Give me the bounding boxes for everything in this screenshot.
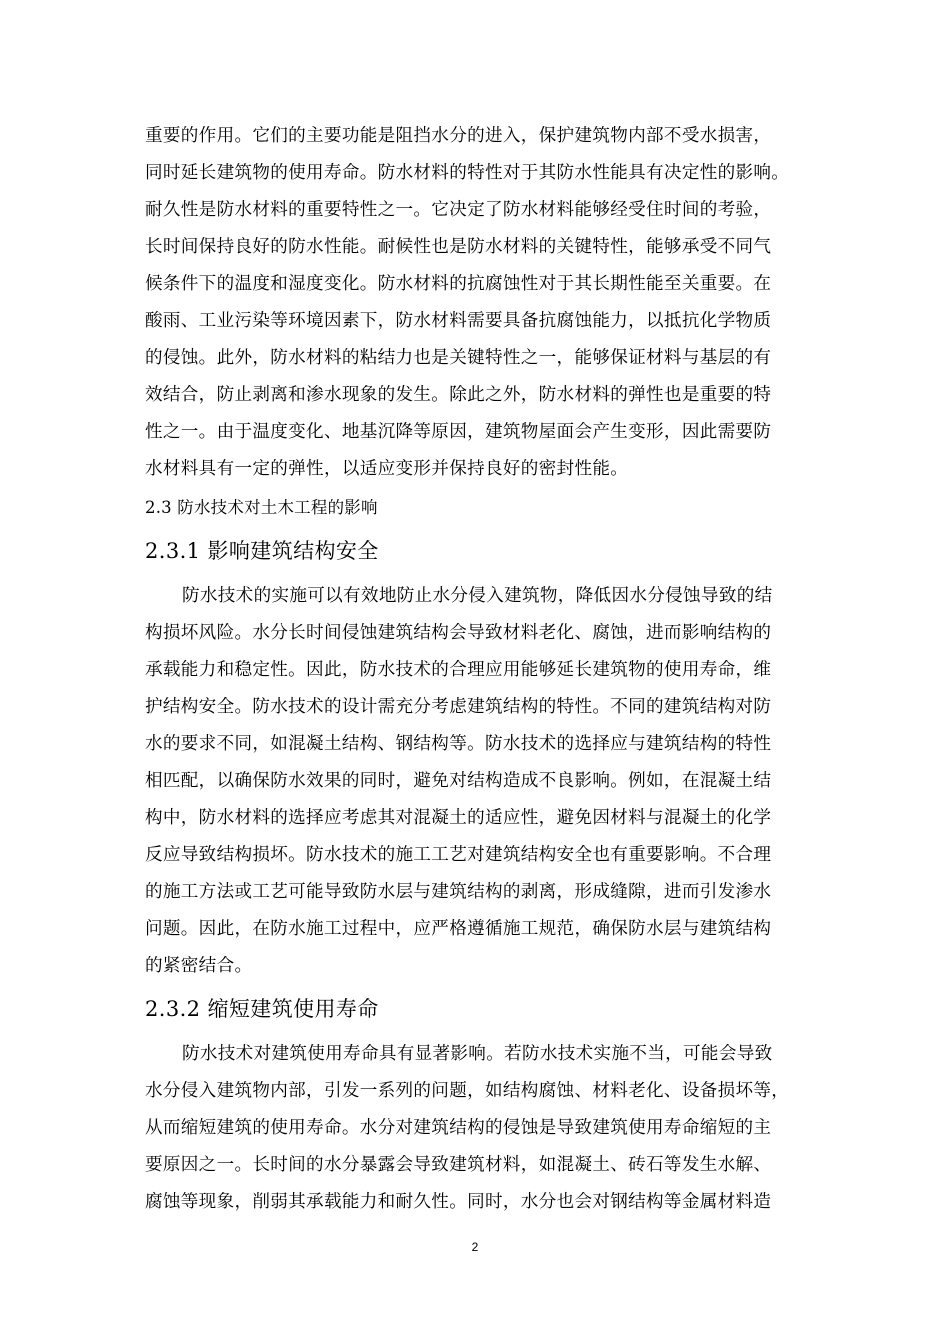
text-line: 水分侵入建筑物内部，引发一系列的问题，如结构腐蚀、材料老化、设备损坏等， xyxy=(145,1081,790,1101)
text-line: 反应导致结构损坏。防水技术的施工工艺对建筑结构安全也有重要影响。不合理 xyxy=(145,845,772,865)
text-line: 腐蚀等现象，削弱其承载能力和耐久性。同时，水分也会对钢结构等金属材料造 xyxy=(145,1192,772,1212)
text-line: 问题。因此，在防水施工过程中，应严格遵循施工规范，确保防水层与建筑结构 xyxy=(145,919,772,939)
text-line: 承载能力和稳定性。因此，防水技术的合理应用能够延长建筑物的使用寿命，维 xyxy=(145,660,772,680)
text-line: 防水技术对建筑使用寿命具有显著影响。若防水技术实施不当，可能会导致 xyxy=(182,1044,773,1064)
text-line: 的紧密结合。 xyxy=(145,956,253,976)
text-line: 水的要求不同，如混凝土结构、钢结构等。防水技术的选择应与建筑结构的特性 xyxy=(145,734,772,754)
text-line: 从而缩短建筑的使用寿命。水分对建筑结构的侵蚀是导致建筑使用寿命缩短的主 xyxy=(145,1118,772,1138)
text-line: 耐久性是防水材料的重要特性之一。它决定了防水材料能够经受住时间的考验， xyxy=(145,200,772,220)
text-line: 重要的作用。它们的主要功能是阻挡水分的进入，保护建筑物内部不受水损害， xyxy=(145,126,772,146)
text-line: 防水技术的实施可以有效地防止水分侵入建筑物，降低因水分侵蚀导致的结 xyxy=(182,586,773,606)
text-line: 要原因之一。长时间的水分暴露会导致建筑材料，如混凝土、砖石等发生水解、 xyxy=(145,1155,772,1175)
section-heading-2-3-2: 2.3.2 缩短建筑使用寿命 xyxy=(145,997,379,1021)
section-heading-2-3: 2.3 防水技术对土木工程的影响 xyxy=(145,498,378,517)
text-line: 性之一。由于温度变化、地基沉降等原因，建筑物屋面会产生变形，因此需要防 xyxy=(145,422,772,442)
text-line: 的侵蚀。此外，防水材料的粘结力也是关键特性之一，能够保证材料与基层的有 xyxy=(145,348,772,368)
text-line: 相匹配，以确保防水效果的同时，避免对结构造成不良影响。例如，在混凝土结 xyxy=(145,771,772,791)
text-line: 效结合，防止剥离和渗水现象的发生。除此之外，防水材料的弹性也是重要的特 xyxy=(145,385,772,405)
text-line: 候条件下的温度和湿度变化。防水材料的抗腐蚀性对于其长期性能至关重要。在 xyxy=(145,274,772,294)
text-line: 长时间保持良好的防水性能。耐候性也是防水材料的关键特性，能够承受不同气 xyxy=(145,237,772,257)
text-line: 护结构安全。防水技术的设计需充分考虑建筑结构的特性。不同的建筑结构对防 xyxy=(145,697,772,717)
text-line: 酸雨、工业污染等环境因素下，防水材料需要具备抗腐蚀能力，以抵抗化学物质 xyxy=(145,311,772,331)
text-line: 同时延长建筑物的使用寿命。防水材料的特性对于其防水性能具有决定性的影响。 xyxy=(145,163,790,183)
text-line: 构损坏风险。水分长时间侵蚀建筑结构会导致材料老化、腐蚀，进而影响结构的 xyxy=(145,623,772,643)
text-line: 水材料具有一定的弹性，以适应变形并保持良好的密封性能。 xyxy=(145,459,629,479)
text-line: 的施工方法或工艺可能导致防水层与建筑结构的剥离，形成缝隙，进而引发渗水 xyxy=(145,882,772,902)
text-line: 构中，防水材料的选择应考虑其对混凝土的适应性，避免因材料与混凝土的化学 xyxy=(145,808,772,828)
page-number: 2 xyxy=(471,1240,479,1254)
section-heading-2-3-1: 2.3.1 影响建筑结构安全 xyxy=(145,539,379,563)
